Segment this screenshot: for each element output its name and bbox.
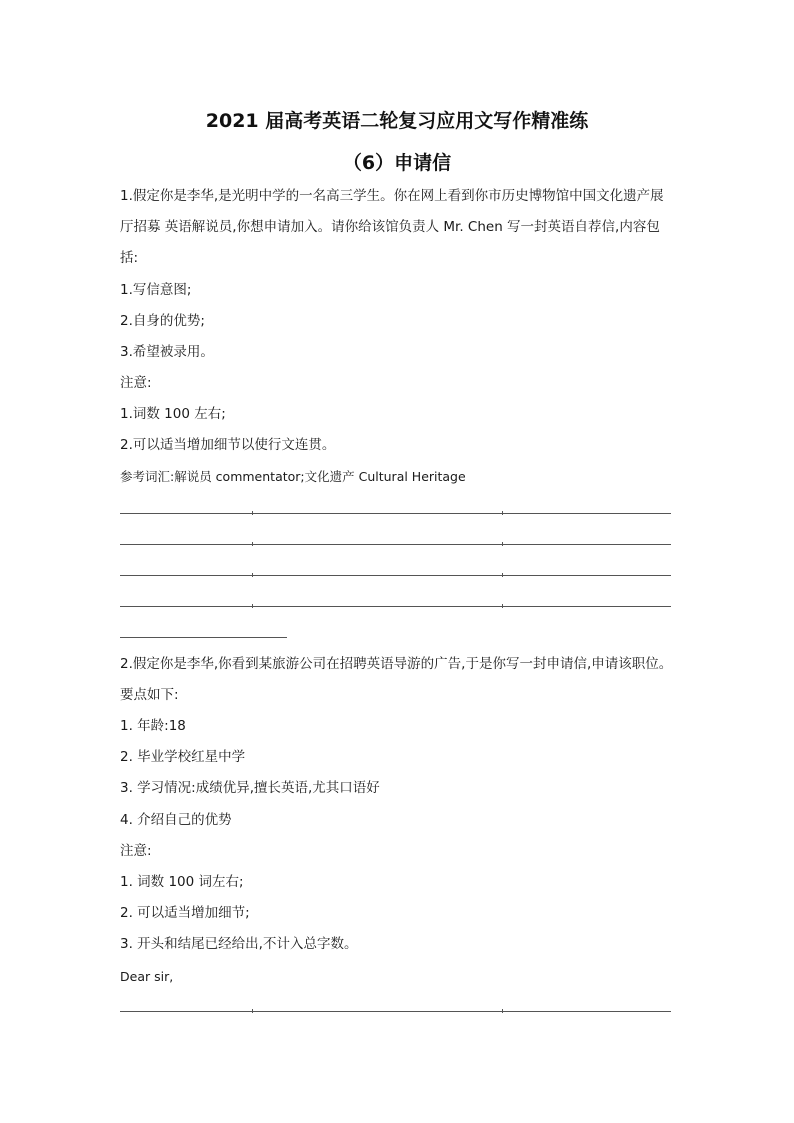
line-tick [502,573,503,577]
line-tick [502,1009,503,1013]
q2-point-2: 2. 毕业学校红星中学 [120,749,246,765]
line-tick [252,542,253,546]
q1-note-2: 2.可以适当增加细节以使行文连贯。 [120,437,336,453]
q1-note-label: 注意: [120,375,152,391]
answer-line [120,544,671,545]
q1-point-1: 1.写信意图; [120,282,192,298]
q2-prompt-line1: 2.假定你是李华,你看到某旅游公司在招聘英语导游的广告,于是你写一封申请信,申请该职位。 [120,656,673,672]
answer-line [120,1011,671,1012]
q1-note-1: 1.词数 100 左右; [120,406,226,422]
q1-prompt-line2: 厅招募 英语解说员,你想申请加入。请你给该馆负责人 Mr. Chen 写一封英语自荐信,内容包 [120,219,660,235]
q1-point-2: 2.自身的优势; [120,313,205,329]
answer-line [120,513,671,514]
q2-point-1: 1. 年龄:18 [120,718,186,734]
line-tick [252,1009,253,1013]
line-tick [252,604,253,608]
answer-line-short [120,637,287,638]
line-tick [502,511,503,515]
answer-line [120,606,671,607]
answer-line [120,575,671,576]
q2-note-2: 2. 可以适当增加细节; [120,905,250,921]
line-tick [252,573,253,577]
q2-note-3: 3. 开头和结尾已经给出,不计入总字数。 [120,936,358,952]
document-title: 2021 届高考英语二轮复习应用文写作精准练 [205,110,589,132]
q1-point-3: 3.希望被录用。 [120,344,214,360]
line-tick [502,542,503,546]
q2-salutation: Dear sir, [120,969,174,984]
q2-note-1: 1. 词数 100 词左右; [120,874,244,890]
document-subtitle: （6）申请信 [342,152,452,174]
line-tick [502,604,503,608]
q1-vocab: 参考词汇:解说员 commentator;文化遗产 Cultural Heritage [120,469,466,484]
q2-point-4: 4. 介绍自己的优势 [120,812,232,828]
q1-prompt-line1: 1.假定你是李华,是光明中学的一名高三学生。你在网上看到你市历史博物馆中国文化遗产展 [120,188,664,204]
q2-point-3: 3. 学习情况:成绩优异,擅长英语,尤其口语好 [120,780,380,796]
line-tick [252,511,253,515]
q2-note-label: 注意: [120,843,152,859]
q2-prompt-line2: 要点如下: [120,687,179,703]
q1-prompt-line3: 括: [120,250,139,266]
